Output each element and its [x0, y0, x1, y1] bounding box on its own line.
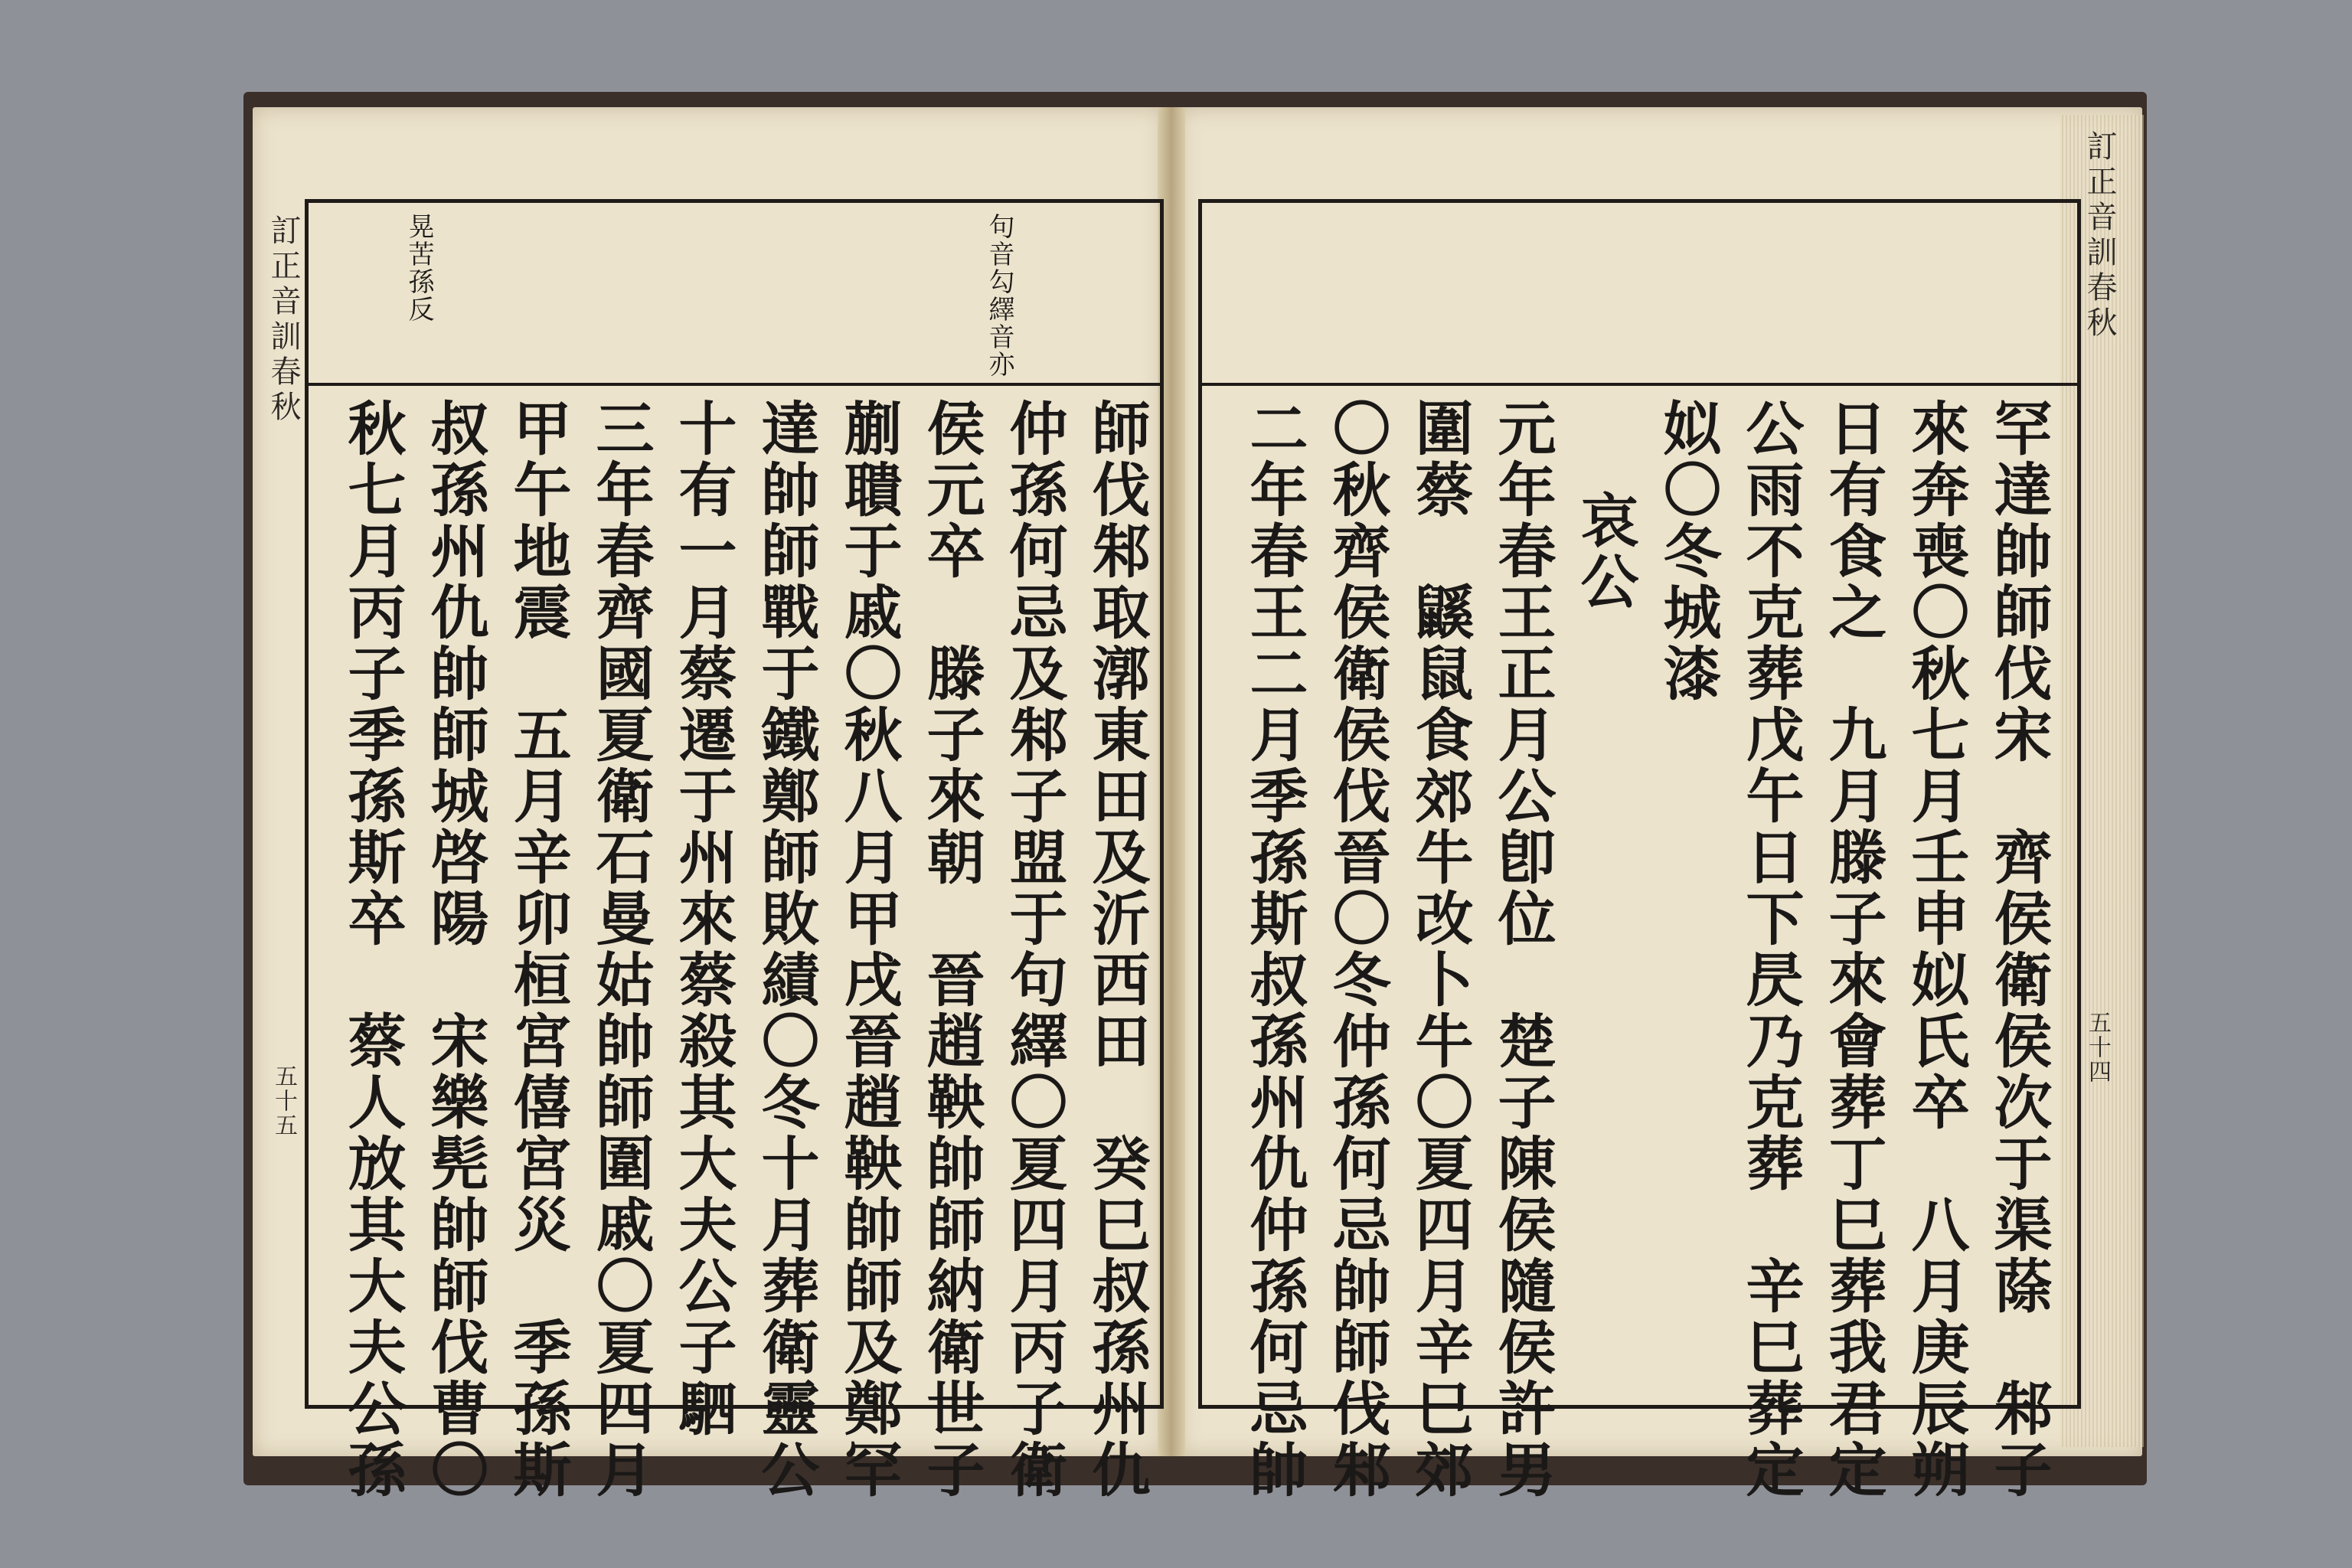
left-column-4: 蒯聵于戚〇秋八月甲戌晉趙鞅帥師及鄭罕 [835, 398, 903, 1501]
left-margin-title: 訂正音訓春秋 [266, 214, 301, 426]
right-column-6-heading: 哀公 [1571, 490, 1639, 612]
right-column-1: 罕達帥師伐宋 齊侯衛侯次于渠蒢 邾子 [1984, 398, 2053, 1501]
note-kusonhan: 晃苦孫反 [403, 213, 434, 323]
left-column-8: 甲午地震 五月辛卯桓宮僖宮災 季孫斯 [504, 398, 572, 1501]
left-column-2: 仲孫何忌及邾子盟于句繹〇夏四月丙子衛 [1000, 398, 1068, 1501]
note-juyin: 句音勾繹音亦 [984, 213, 1014, 378]
left-column-1: 師伐邾取漷東田及沂西田 癸巳叔孫州仇 [1083, 398, 1151, 1501]
left-folio: 五十五 [270, 1064, 297, 1138]
right-header-divider [1198, 383, 2081, 386]
right-margin-title: 訂正音訓春秋 [2082, 130, 2117, 341]
right-column-2: 來奔喪〇秋七月壬申姒氏卒 八月庚辰朔 [1902, 398, 1970, 1501]
right-column-3: 日有食之 九月滕子來會葬丁巳葬我君定 [1819, 398, 1887, 1501]
left-column-5: 達帥師戰于鐵鄭師敗績〇冬十月葬衛靈公 [752, 398, 820, 1501]
right-column-10: 二年春王二月季孫斯叔孫州仇仲孫何忌帥 [1240, 398, 1308, 1501]
left-column-7: 三年春齊國夏衛石曼姑帥師圍戚〇夏四月 [586, 398, 655, 1501]
left-header-divider [305, 383, 1164, 386]
right-column-9: 〇秋齊侯衛侯伐晉〇冬仲孫何忌帥師伐邾 [1323, 398, 1391, 1501]
left-column-6: 十有一月蔡遷于州來蔡殺其大夫公子駟 [669, 398, 737, 1439]
right-column-5: 姒〇冬城漆 [1654, 398, 1722, 704]
left-column-3: 侯元卒 滕子來朝 晉趙鞅帥師納衛世子 [917, 398, 985, 1501]
left-column-10: 秋七月丙子季孫斯卒 蔡人放其大夫公孫 [338, 398, 407, 1501]
right-column-8: 圍蔡 鼷鼠食郊牛改卜牛〇夏四月辛巳郊 [1406, 398, 1474, 1501]
right-folio: 五十四 [2084, 1011, 2111, 1084]
left-column-9: 叔孫州仇帥師城啓陽 宋樂髡帥師伐曹〇 [421, 398, 489, 1501]
right-column-7: 元年春王正月公卽位 楚子陳侯隨侯許男 [1488, 398, 1557, 1501]
right-column-4: 公雨不克葬戊午日下昃乃克葬 辛巳葬定 [1736, 398, 1805, 1501]
